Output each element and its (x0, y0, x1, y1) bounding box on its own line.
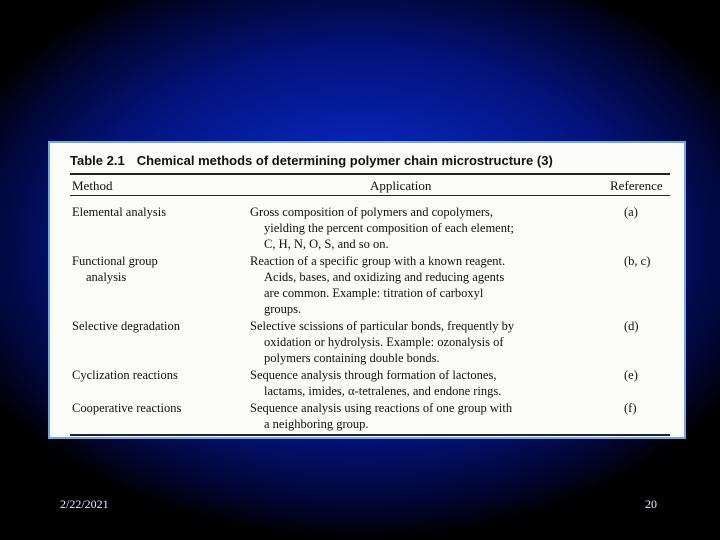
application-line: Acids, bases, and oxidizing and reducing agents (264, 270, 505, 284)
header-method: Method (72, 178, 113, 193)
method-line: Cooperative reactions (72, 401, 182, 415)
application-cell (250, 367, 605, 399)
reference-cell: (b, c) (624, 254, 651, 268)
method-cell (72, 204, 247, 220)
method-line: Functional group (72, 254, 158, 268)
table-bottom-rule (70, 434, 670, 436)
header-reference: Reference (610, 178, 663, 193)
slide-number: 20 (645, 497, 657, 511)
method-line: Elemental analysis (72, 205, 167, 219)
application-line: a neighboring group. (264, 417, 369, 431)
reference-cell: (f) (624, 401, 637, 415)
table-caption-number: Table 2.1 (70, 153, 125, 168)
method-cell (72, 253, 247, 285)
method-line: Cyclization reactions (72, 368, 178, 382)
application-cell (250, 204, 605, 252)
method-line: analysis (86, 270, 127, 284)
method-cell (72, 400, 247, 416)
application-cell (250, 318, 605, 366)
footer-date: 2/22/2021 (60, 497, 109, 511)
application-line: Sequence analysis using reactions of one group with (250, 401, 513, 415)
application-cell (250, 400, 605, 432)
method-cell (72, 367, 247, 383)
application-line: oxidation or hydrolysis. Example: ozonalysis of (264, 335, 504, 349)
application-line: lactams, imides, α-tetralenes, and endone rings. (264, 384, 502, 398)
application-line: Gross composition of polymers and copolymers, (250, 205, 494, 219)
application-line: Sequence analysis through formation of lactones, (250, 368, 497, 382)
application-line: are common. Example: titration of carboxyl (264, 286, 484, 300)
reference-cell: (a) (624, 205, 638, 219)
method-line: Selective degradation (72, 319, 180, 333)
application-line: C, H, N, O, S, and so on. (264, 237, 389, 251)
application-line: Selective scissions of particular bonds, frequently by (250, 319, 515, 333)
method-cell (72, 318, 247, 334)
application-cell (250, 253, 605, 317)
table-caption (70, 153, 553, 168)
header-application: Application (370, 178, 432, 193)
table-caption-title: Chemical methods of determining polymer chain microstructure (3) (136, 153, 553, 168)
application-line: polymers containing double bonds. (264, 351, 440, 365)
reference-cell: (e) (624, 368, 638, 382)
application-line: Reaction of a specific group with a known reagent. (250, 254, 506, 268)
application-line: groups. (264, 302, 302, 316)
table-image (48, 141, 686, 439)
reference-cell: (d) (624, 319, 639, 333)
application-line: yielding the percent composition of each element; (264, 221, 514, 235)
table-top-rule (70, 173, 670, 175)
table-header-rule (70, 195, 670, 196)
